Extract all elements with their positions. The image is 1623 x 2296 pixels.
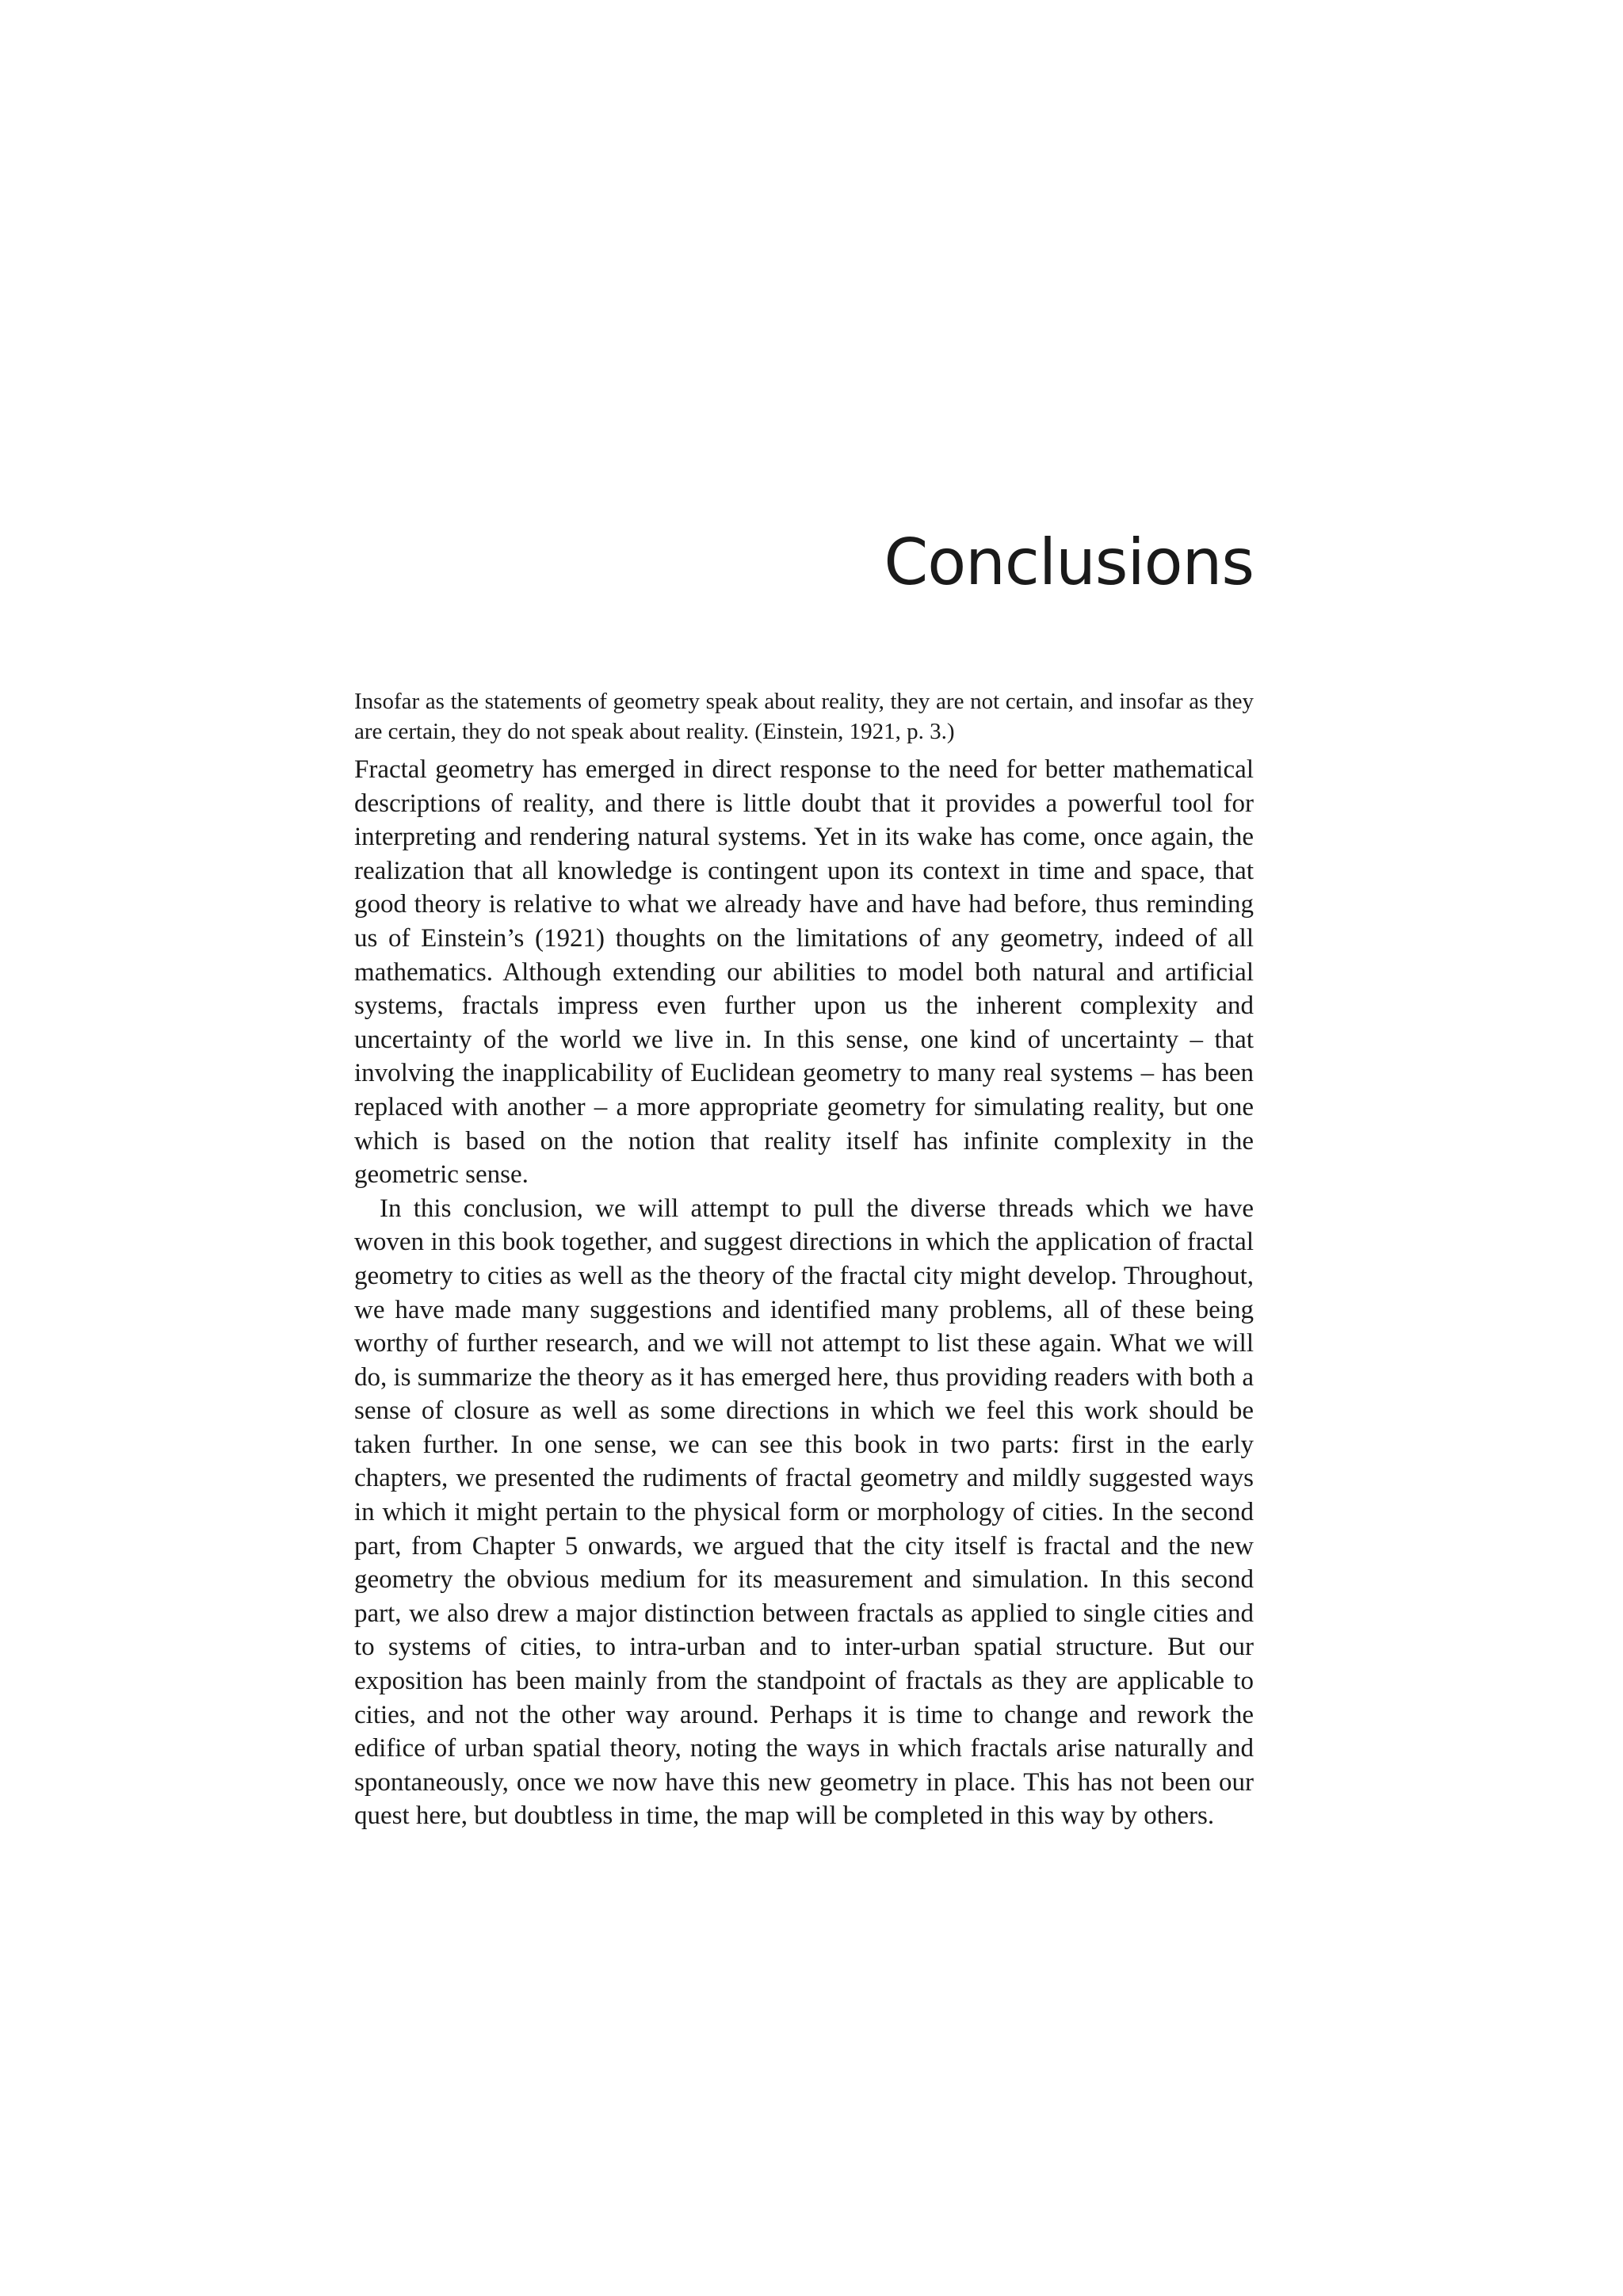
chapter-title: Conclusions <box>884 525 1254 599</box>
chapter-body <box>354 753 1254 1833</box>
body-paragraph: In this conclusion, we will attempt to pull the diverse threads which we have woven in this book together, and suggest directions in which the application of fractal geometry to cities as well as the theory of the fractal city might develop. Throughout, we have made many suggestions and identified many problems, all of these being worthy of further research, and we will not attempt to list these again. What we will do, is summarize the theory as it has emerged here, thus providing readers with both a sense of closure as well as some directions in which we feel this work should be taken further. In one sense, we can see this book in two parts: first in the early chapters, we presented the rudiments of fractal geometry and mildly suggested ways in which it might pertain to the physical form or morphology of cities. In the second part, from Chapter 5 onwards, we argued that the city itself is fractal and the new geometry the obvious medium for its measurement and simulation. In this second part, we also drew a major distinction between fractals as applied to single cities and to systems of cities, to intra-urban and to inter-urban spatial structure. But our exposition has been mainly from the standpoint of fractals as they are applicable to cities, and not the other way around. Perhaps it is time to change and rework the edifice of urban spatial theory, noting the ways in which fractals arise naturally and spontaneously, once we now have this new geometry in place. This has not been our quest here, but doubtless in time, the map will be completed in this way by others. <box>354 1194 1254 1831</box>
epigraph-quote: Insofar as the statements of geometry speak about reality, they are not certain, and insofar as they are certain, they do not speak about reality. (Einstein, 1921, p. 3.) <box>354 689 1254 744</box>
body-paragraph: Fractal geometry has emerged in direct response to the need for better mathematical descriptions of reality, and there is little doubt that it provides a powerful tool for interpreting and rendering natural systems. Yet in its wake has come, once again, the realization that all knowledge is contingent upon its context in time and space, that good theory is relative to what we already have and have had before, thus reminding us of Einstein’s (1921) thoughts on the limitations of any geometry, indeed of all mathematics. Although extending our abilities to model both natural and artificial systems, fractals impress even further upon us the inherent complexity and uncertainty of the world we live in. In this sense, one kind of uncertainty – that involving the inapplicability of Euclidean geometry to many real systems – has been replaced with another – a more appropriate geometry for simulating reality, but one which is based on the notion that reality itself has infinite complexity in the geometric sense. <box>354 755 1254 1190</box>
